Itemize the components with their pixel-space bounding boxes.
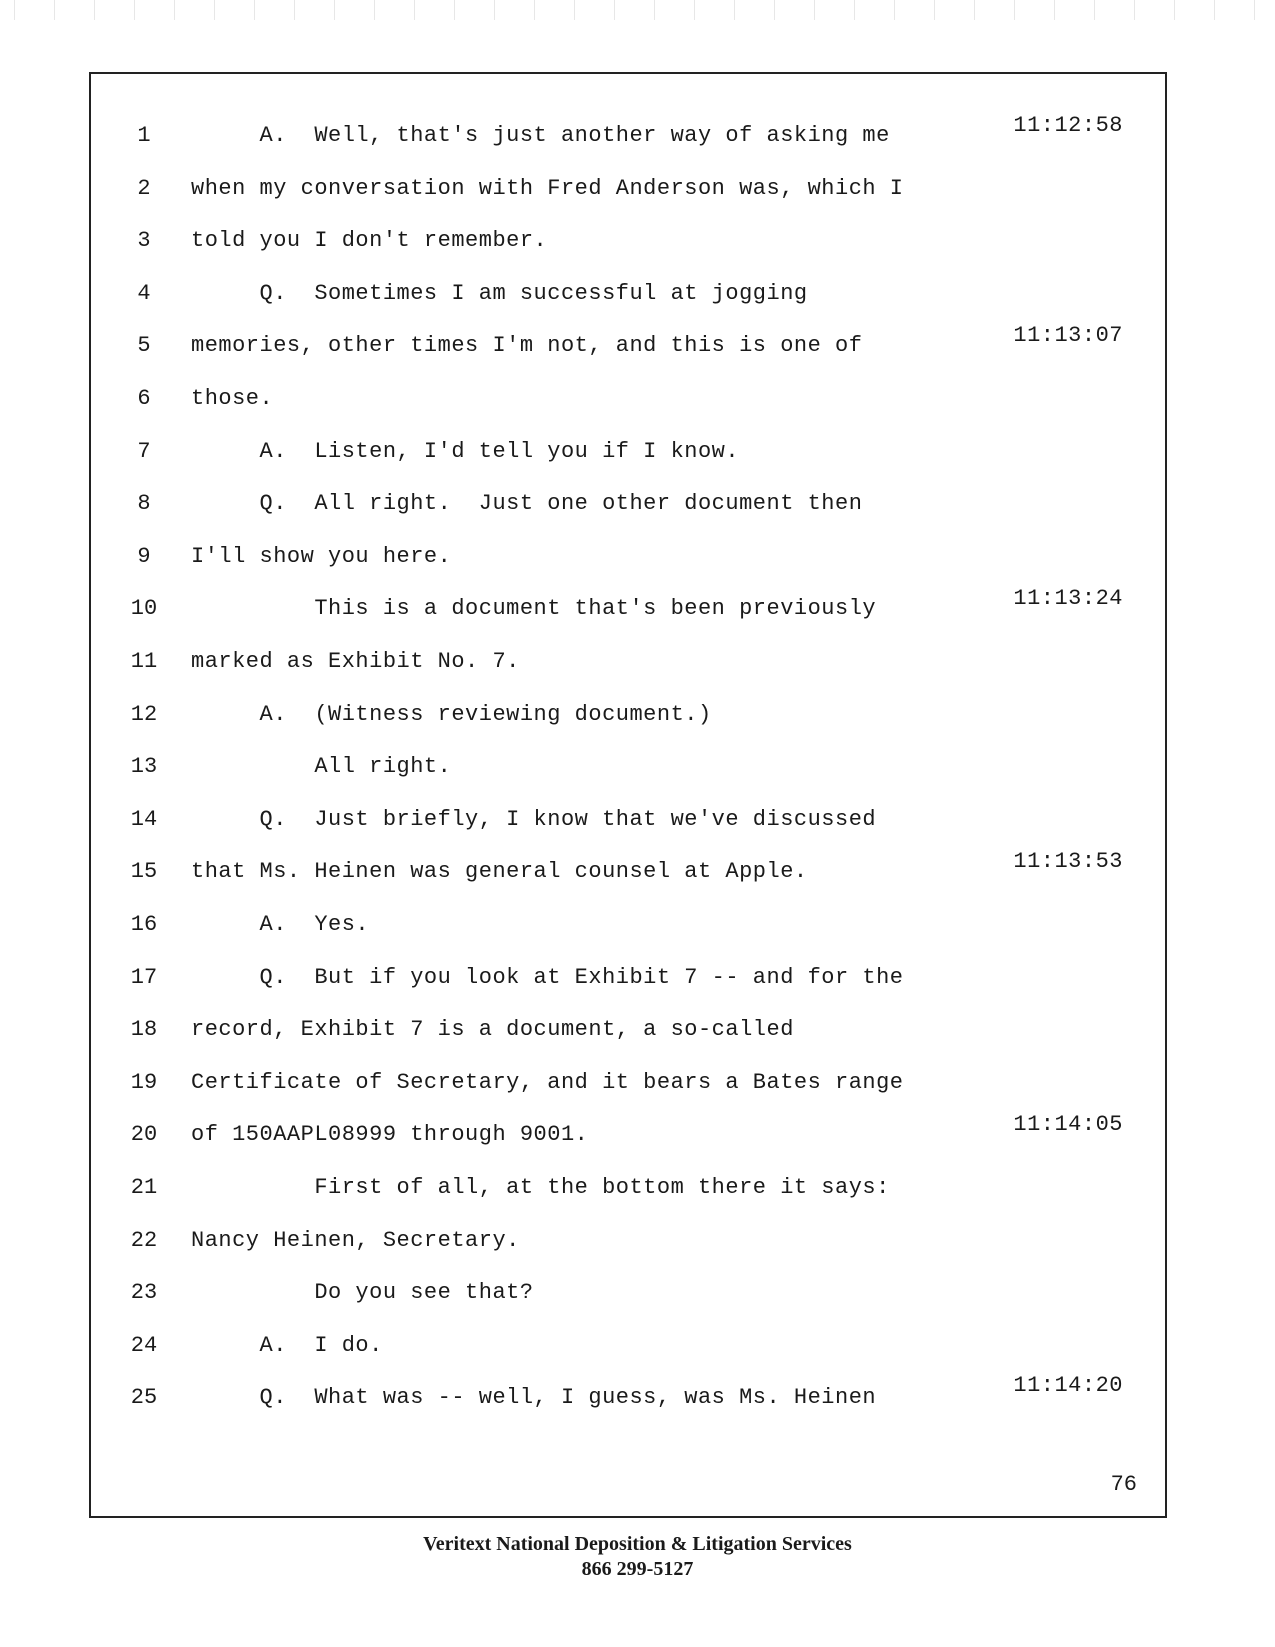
timestamp: 11:14:05 (1013, 1112, 1123, 1138)
line-text: when my conversation with Fred Anderson was, which I (191, 175, 904, 201)
scan-noise (0, 0, 1275, 20)
transcript-line (91, 1221, 1165, 1261)
footer-company: Veritext National Deposition & Litigation Services (423, 1533, 852, 1555)
line-text: that Ms. Heinen was general counsel at Apple. (191, 859, 808, 885)
footer-phone: 866 299-5127 (581, 1558, 694, 1580)
transcript-line (91, 747, 1165, 787)
line-number: 9 (137, 543, 151, 569)
page-number: 76 (1110, 1472, 1137, 1497)
line-text: A. Well, that's just another way of asking me (191, 123, 890, 148)
transcript-line (91, 221, 1165, 261)
transcript-line (91, 1326, 1165, 1366)
line-number: 19 (130, 1069, 158, 1095)
line-text: First of all, at the bottom there it says: (191, 1175, 890, 1200)
line-number: 13 (130, 754, 158, 780)
line-text: Do you see that? (191, 1280, 534, 1306)
transcript-line (91, 958, 1165, 998)
line-text: record, Exhibit 7 is a document, a so-called (191, 1017, 794, 1043)
transcript-line (91, 1112, 1165, 1155)
line-text: I'll show you here. (191, 543, 452, 569)
line-number: 22 (130, 1227, 158, 1253)
line-text: memories, other times I'm not, and this is one of (191, 333, 863, 359)
line-number: 15 (130, 859, 158, 885)
line-text: of 150AAPL08999 through 9001. (191, 1122, 589, 1148)
line-number: 1 (137, 123, 151, 148)
line-text: All right. (191, 754, 452, 780)
line-number: 21 (130, 1175, 158, 1200)
transcript-line (91, 432, 1165, 472)
line-text: Nancy Heinen, Secretary. (191, 1227, 520, 1253)
line-text: A. Listen, I'd tell you if I know. (191, 438, 740, 464)
transcript-line (91, 695, 1165, 735)
transcript-line (91, 1010, 1165, 1050)
line-number: 14 (130, 806, 158, 832)
transcript-line (91, 1373, 1165, 1418)
transcript-line (91, 1168, 1165, 1208)
line-number: 11 (130, 649, 158, 674)
transcript-line (91, 537, 1165, 577)
transcript-line (91, 586, 1165, 629)
line-number: 24 (130, 1332, 158, 1358)
timestamp: 11:12:58 (1013, 113, 1123, 138)
line-number: 10 (130, 596, 158, 622)
transcript-line (91, 379, 1165, 419)
transcript-line (91, 169, 1165, 209)
line-number: 18 (130, 1017, 158, 1043)
transcript-line (91, 905, 1165, 945)
line-text: Q. All right. Just one other document then (191, 491, 863, 517)
line-text: A. (Witness reviewing document.) (191, 701, 712, 727)
line-text: Q. Sometimes I am successful at jogging (191, 280, 808, 306)
line-number: 25 (130, 1385, 158, 1411)
transcript-line (91, 1273, 1165, 1313)
line-number: 20 (130, 1122, 158, 1148)
timestamp: 11:13:07 (1013, 323, 1123, 349)
line-text: told you I don't remember. (191, 228, 548, 254)
transcript-line (91, 849, 1165, 892)
timestamp: 11:13:24 (1013, 586, 1123, 612)
footer (0, 1532, 1275, 1582)
line-number: 17 (130, 964, 158, 990)
line-text: A. Yes. (191, 912, 370, 937)
line-text: Q. But if you look at Exhibit 7 -- and for the (191, 964, 904, 990)
line-number: 6 (137, 386, 151, 411)
transcript-line (91, 274, 1165, 314)
line-text: Certificate of Secretary, and it bears a Bates range (191, 1069, 904, 1095)
line-number: 23 (130, 1280, 158, 1306)
line-text: A. I do. (191, 1332, 383, 1358)
transcript-line (91, 484, 1165, 524)
transcript-line (91, 1063, 1165, 1103)
line-text: marked as Exhibit No. 7. (191, 649, 520, 674)
transcript-line (91, 113, 1165, 156)
line-number: 7 (137, 438, 151, 464)
transcript-line (91, 323, 1165, 366)
timestamp: 11:14:20 (1013, 1373, 1123, 1399)
line-text: This is a document that's been previously (191, 596, 877, 622)
line-text: Q. What was -- well, I guess, was Ms. Heinen (191, 1385, 877, 1411)
line-number: 4 (137, 280, 151, 306)
line-number: 3 (137, 228, 151, 254)
line-number: 5 (137, 333, 151, 359)
line-number: 8 (137, 491, 151, 517)
line-number: 12 (130, 701, 158, 727)
transcript-line (91, 642, 1165, 682)
timestamp: 11:13:53 (1013, 849, 1123, 875)
line-number: 16 (130, 912, 158, 937)
line-number: 2 (137, 175, 151, 201)
transcript-line (91, 800, 1165, 840)
line-text: Q. Just briefly, I know that we've discussed (191, 806, 877, 832)
transcript-page-frame (89, 72, 1167, 1518)
line-text: those. (191, 386, 274, 411)
